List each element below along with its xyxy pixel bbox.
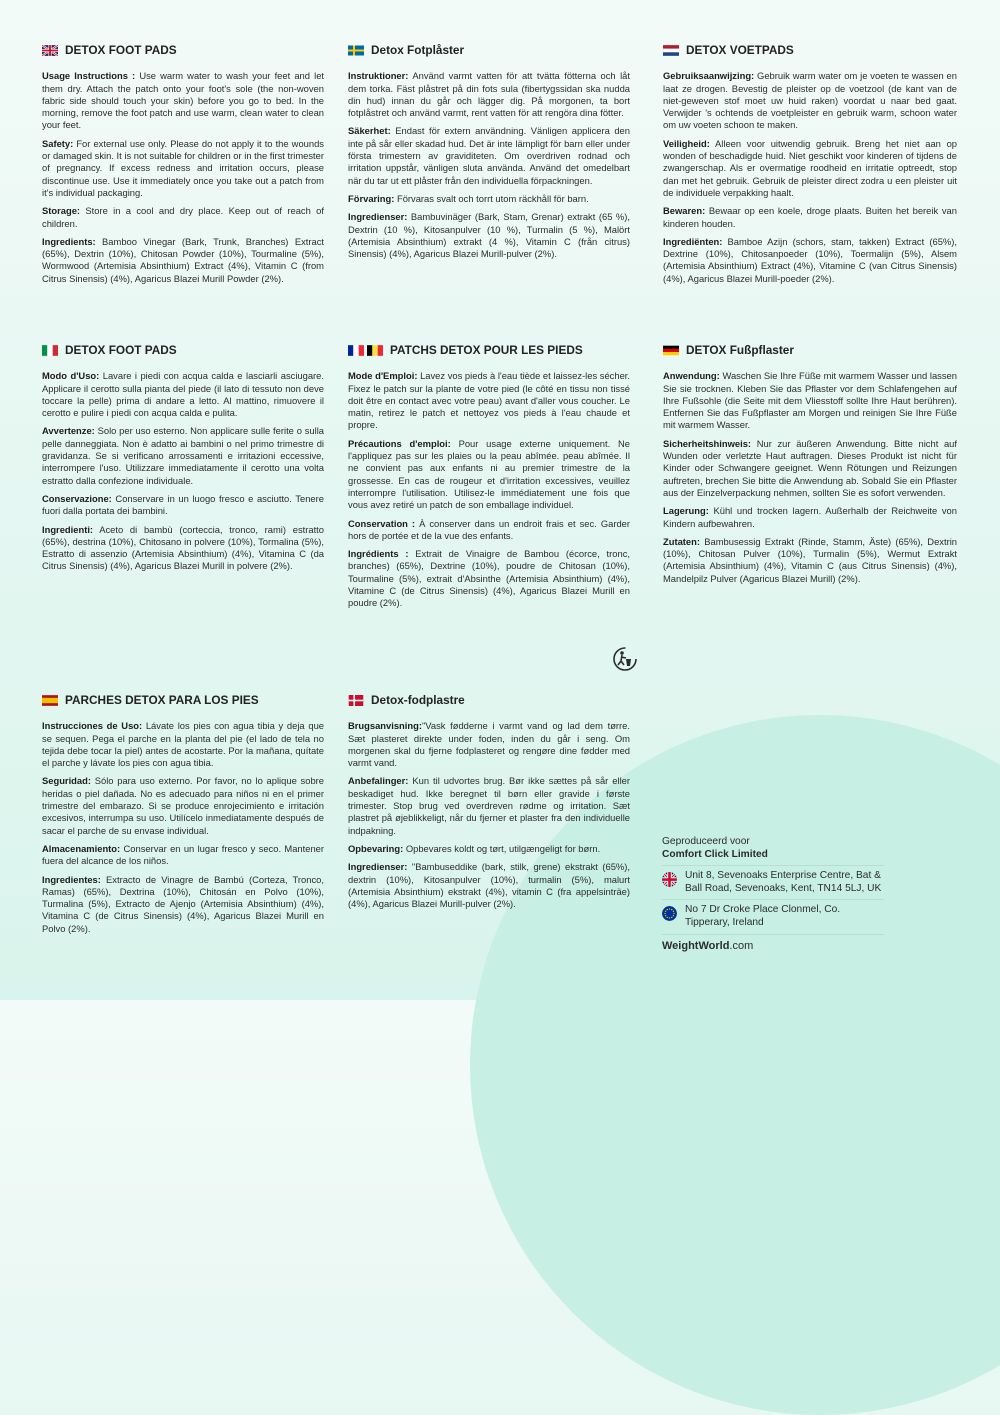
section-title: Detox-fodplastre xyxy=(371,693,465,707)
italy-flag-icon xyxy=(42,345,58,356)
uk-flag-icon xyxy=(662,872,677,887)
ingredients-paragraph: Ingredienti: Aceto di bambù (corteccia, tronco, rami) estratto (65%), destrina (10%), Chitosano in polvere (10%), Tormalina (5%), Estratto di assenzio (Artemisia Absinthium) (4%), Vitamina C (da Citrus Sinensis) (4%), Agaricus Blazei Murill in polvere (2%). xyxy=(42,523,324,572)
ingredients-paragraph: Zutaten: Bambusessig Extrakt (Rinde, Stamm, Äste) (65%), Dextrin (10%), Chitosan Pulver (10%), Turmalin (5%), Wermut Extrakt (Artemisia Absinthium) (4%), Vitamin C (aus Citrus Sinensis) (4%), Mandelpilz Pulver (Agaricus Blazei Murill) (2%). xyxy=(663,535,957,584)
ie-address-row xyxy=(662,899,884,933)
storage-paragraph: Opbevaring: Opbevares koldt og tørt, utilgængeligt for børn. xyxy=(348,842,601,854)
section-title: PARCHES DETOX PARA LOS PIES xyxy=(65,693,259,707)
section-heading xyxy=(42,344,324,356)
sweden-flag-icon xyxy=(348,45,364,56)
section-sv xyxy=(348,44,630,266)
usage-paragraph: Brugsanvisning:"Vask fødderne i varmt vand og lad dem tørre. Sæt plasteret direkte under foden, inden du går i seng. Om morgenen skal du fjerne fodplasteret og rengøre dine fødder med varmt vand. xyxy=(348,720,630,769)
usage-paragraph: Modo d'Uso: Lavare i piedi con acqua calda e lasciarli asciugare. Applicare il cerotto sulla pianta del piede (il lato di tessuto non deve toccare la pelle) prima di andare a letto. Al mattino, rimuovere il cerotto e pulire i piedi con acqua calda e pulita. xyxy=(42,370,324,419)
usage-paragraph: Anwendung: Waschen Sie Ihre Füße mit warmem Wasser und lassen Sie sie trocknen. Kleben Sie das Pflaster vor dem Schlafengehen auf Ihre Fußsohle (die Seite mit dem Vliesstoff sollte Ihre Haut berühren). Entfernen Sie das Fußpflaster am Morgen und reinigen Sie Ihre Füße mit warmem Wasser. xyxy=(663,370,957,431)
ie-address: No 7 Dr Croke Place Clonmel, Co. Tipperary, Ireland xyxy=(685,904,841,928)
usage-paragraph: Usage Instructions : Use warm water to wash your feet and let them dry. Attach the patch onto your foot's sole (the non-woven fabric side should touch your skin) before you go to bed. In the morning, remove the foot patch and use warm, clean water to clean your feet. xyxy=(42,70,325,131)
storage-paragraph: Bewaren: Bewaar op een koele, droge plaats. Buiten het bereik van kinderen houden. xyxy=(663,205,957,229)
ingredients-paragraph: Ingredients: Bamboo Vinegar (Bark, Trunk, Branches) Extract (65%), Dextrin (10%), Chitosan Powder (10%), Tourmaline (5%), Wormwood (Artemisia Absinthium) Extract (4%), Vitamin C (from Citrus Sinensis) (4%), Agaricus Blazei Murill Powder (2%). xyxy=(42,235,324,284)
brand-name: WeightWorld.com xyxy=(662,934,884,953)
uk-address: Unit 8, Sevenoaks Enterprise Centre, Bat & Ball Road, Sevenoaks, Kent, TN14 5LJ, UK xyxy=(685,870,882,894)
section-es xyxy=(42,694,324,941)
spain-flag-icon xyxy=(42,695,58,706)
storage-paragraph: Lagerung: Kühl und trocken lagern. Außerhalb der Reichweite von Kindern aufbewahren. xyxy=(663,505,957,529)
section-de xyxy=(663,344,957,591)
france-flag-icon xyxy=(348,345,364,356)
section-title: DETOX FOOT PADS xyxy=(65,343,177,357)
section-heading xyxy=(42,694,324,706)
section-nl xyxy=(663,44,957,291)
safety-paragraph: Veiligheid: Alleen voor uitwendig gebruik. Breng het niet aan op wonden of beschadigde huid. Niet geschikt voor kinderen of tijdens de zwangerschap. Als er overmatige roodheid en irritatie optreedt, stop dan met het gebruik. Gebruik de pleister direct zodra u een pleister uit de individuele verpakking haalt. xyxy=(663,137,957,198)
section-da xyxy=(348,694,630,916)
netherlands-flag-icon xyxy=(663,45,679,56)
eu-flag-icon xyxy=(662,906,677,921)
storage-paragraph: Almacenamiento: Conservar en un lugar fresco y seco. Mantener fuera del alcance de los niños. xyxy=(42,842,324,867)
safety-paragraph: Seguridad: Sólo para uso externo. Por favor, no lo aplique sobre heridas o piel dañada. No es adecuado para niños ni en el primer trimestre del embarazo. Si se produce enrojecimiento e irritación excesivos, interrumpa su uso. Utilícelo inmediatamente después de sacar el parche de su envase individual. xyxy=(42,775,324,836)
section-title: PATCHS DETOX POUR LES PIEDS xyxy=(390,343,583,357)
tidy-man-recycle-icon xyxy=(612,646,638,672)
safety-paragraph: Säkerhet: Endast för extern användning. Vänligen applicera den inte på sår eller skadad hud. Det är inte lämpligt för barn eller under första trimestern av graviditeten. Om overdriven rodnad och irritation uppstår, vänligen sluta använda. Använd det omedelbart när du tar ut ett plåster från den individuella förpackningen. xyxy=(348,125,630,186)
section-heading xyxy=(348,694,630,706)
ingredients-paragraph: Ingredienser: "Bambuseddike (bark, stilk, grene) ekstrakt (65%), dextrin (10%), Kitosanpulver (10%), turmalin (5%), malurt (Artemisia Absinthium) ekstrakt (4%), vitamin C (fra appelsinträe) (4%), Agaricus Blazei Murill-pulver (2%). xyxy=(348,861,630,910)
safety-paragraph: Safety: For external use only. Please do not apply it to the wounds or damaged skin. It is not suitable for children or in the first trimester of pregnancy. If excess redness and irritation occurs, please discontinue use. Use it immediately once you take out a patch from it's individual packaging. xyxy=(42,137,324,198)
germany-flag-icon xyxy=(663,345,679,356)
usage-paragraph: Gebruiksaanwijzing: Gebruik warm water om je voeten te wassen en laat ze drogen. Bevestig de pleister op de voetzool (de kant van de niet-geweven stof moet uw huid raken) voordat u naar bed gaat. Verwijder 's ochtends de voetpleister en gebruik warm, schoon water om uw voeten schoon te maken. xyxy=(663,70,957,131)
section-heading xyxy=(348,44,630,56)
section-title: DETOX FOOT PADS xyxy=(65,43,177,57)
section-title: Detox Fotplåster xyxy=(371,43,465,57)
section-heading xyxy=(42,44,324,56)
section-heading xyxy=(663,344,957,356)
storage-paragraph: Storage: Store in a cool and dry place. Keep out of reach of children. xyxy=(42,205,324,229)
storage-paragraph: Conservation : À conserver dans un endroit frais et sec. Garder hors de portée et de la vue des enfants. xyxy=(348,517,630,541)
storage-paragraph: Conservazione: Conservare in un luogo fresco e asciutto. Tenere fuori dalla portata dei bambini. xyxy=(42,492,324,517)
section-en xyxy=(42,44,324,291)
section-title: DETOX VOETPADS xyxy=(686,43,794,57)
section-it xyxy=(42,344,324,579)
ingredients-paragraph: Ingrediënten: Bamboe Azijn (schors, stam, takken) Extract (65%), Dextrine (10%), Chitosanpoeder (10%), Toermalijn (5%), Alsem (Artemisia Absinthium) Extract (4%), Vitamine C (van Citrus Sinensis) (4%), Agaricus Blazei Murill-poeder (2%). xyxy=(663,235,957,284)
ingredients-paragraph: Ingrédients : Extrait de Vinaigre de Bambou (écorce, tronc, branches) (65%), Dextrine (10%), poudre de Chitosan (10%), Tourmaline (5%), extrait d'Absinthe (Artemisia Absinthium) (4%), Vitamine C (de Citrus Sinensis) (4%), Agaricus Blazei Murill en poudre (2%). xyxy=(348,548,630,609)
ingredients-paragraph: Ingredientes: Extracto de Vinagre de Bambú (Corteza, Tronco, Ramas) (65%), Dextrina (10%), Chitosán en Polvo (10%), Turmalina (5%), Extracto de Ajenjo (Artemisia Absinthium) (4%), Vitamina C (de Citrus Sinensis) (4%), Agaricus Blazei Murill en Polvo (2%). xyxy=(42,873,324,934)
section-title: DETOX Fußpflaster xyxy=(686,343,794,357)
manufacturer-block xyxy=(662,836,884,952)
denmark-flag-icon xyxy=(348,695,364,706)
usage-paragraph: Instrucciones de Uso: Lávate los pies con agua tibia y deja que se sequen. Pega el parche en la planta del pie (el lado de tela no tejida debe tocar la piel) antes de acostarte. Por la mañana, quítate el parche y lávate los pies con agua tibia. xyxy=(42,720,324,769)
ingredients-paragraph: Ingredienser: Bambuvinäger (Bark, Stam, Grenar) extrakt (65 %), Dextrin (10 %), Kitosanpulver (10 %), Turmalin (5 %), Malört (Artemisia Absinthium) extrakt (4 %), Vitamin C (från citrus) Sinensis) (4%), Agaricus Blazei Murill-pulver (2%). xyxy=(348,211,630,260)
safety-paragraph: Avvertenze: Solo per uso esterno. Non applicare sulle ferite o sulla pelle danneggiata. Non è adatto ai bambini o nel primo trimestre di gravidanza. Se si verificano arrossamenti e irritazioni eccessive, interrompere l'uso. Utilizzare immediatamente il cerotto una volta estratto dalla confezione individuale. xyxy=(42,425,324,486)
section-heading xyxy=(348,344,630,356)
safety-paragraph: Précautions d'emploi: Pour usage externe uniquement. Ne l'appliquez pas sur les plaies ou la peau abîmée. peau abîmée. Il ne convient pas aux enfants ni au premier trimestre de la grossesse. En cas de rougeur et d'irritation excessives, veuillez interrompre l'utilisation. Utilisez-le immédiatement une fois que vous avez retiré un patch de son emballage individuel. xyxy=(348,437,630,511)
usage-paragraph: Instruktioner: Använd varmt vatten för att tvätta fötterna och låt dem torka. Fäst plåstret på din fots sula (fibertygssidan ska nudda din hud) innan du går och lägger dig. På morgonen, ta bort fotplåstret och använd varmt, rent vatten för att rengöra dina fötter. xyxy=(348,70,630,119)
uk-flag-icon xyxy=(42,45,58,56)
safety-paragraph: Sicherheitshinweis: Nur zur äußeren Anwendung. Bitte nicht auf Wunden oder verletzte Haut auftragen. Dieses Produkt ist nicht für Kinder oder Schwangere geeignet. Wenn Rötungen und Reizungen auftreten, brechen Sie bitte die Anwendung ab. Sobald Sie ein Pflaster aus der Einzelverpackung nehmen, sollten Sie es sofort verwenden. xyxy=(663,437,957,498)
safety-paragraph: Anbefalinger: Kun til udvortes brug. Bør ikke sættes på sår eller beskadiget hud. Ikke beregnet til børn eller gravide i første trimester. Stop brug ved overdreven rødme og irritation. Sæt plastret på øjeblikkeligt, når du fjerner et plaster fra den individuelle indpakning. xyxy=(348,775,630,836)
belgium-flag-icon xyxy=(367,345,383,356)
section-fr xyxy=(348,344,630,616)
company-name: Comfort Click Limited xyxy=(662,848,768,860)
storage-paragraph: Förvaring: Förvaras svalt och torrt utom räckhåll för barn. xyxy=(348,192,589,204)
produced-for-label: Geproduceerd voor xyxy=(662,836,750,847)
section-heading xyxy=(663,44,957,56)
uk-address-row xyxy=(662,865,884,899)
usage-paragraph: Mode d'Emploi: Lavez vos pieds à l'eau tiède et laissez-les sécher. Fixez le patch sur la plante de votre pied (le côté en tissu non tissé doit être en contact avec votre peau) avant d'aller vous coucher. Le matin, retirez le patch et nettoyez vos pieds à l'eau chaude et propre. xyxy=(348,370,630,431)
